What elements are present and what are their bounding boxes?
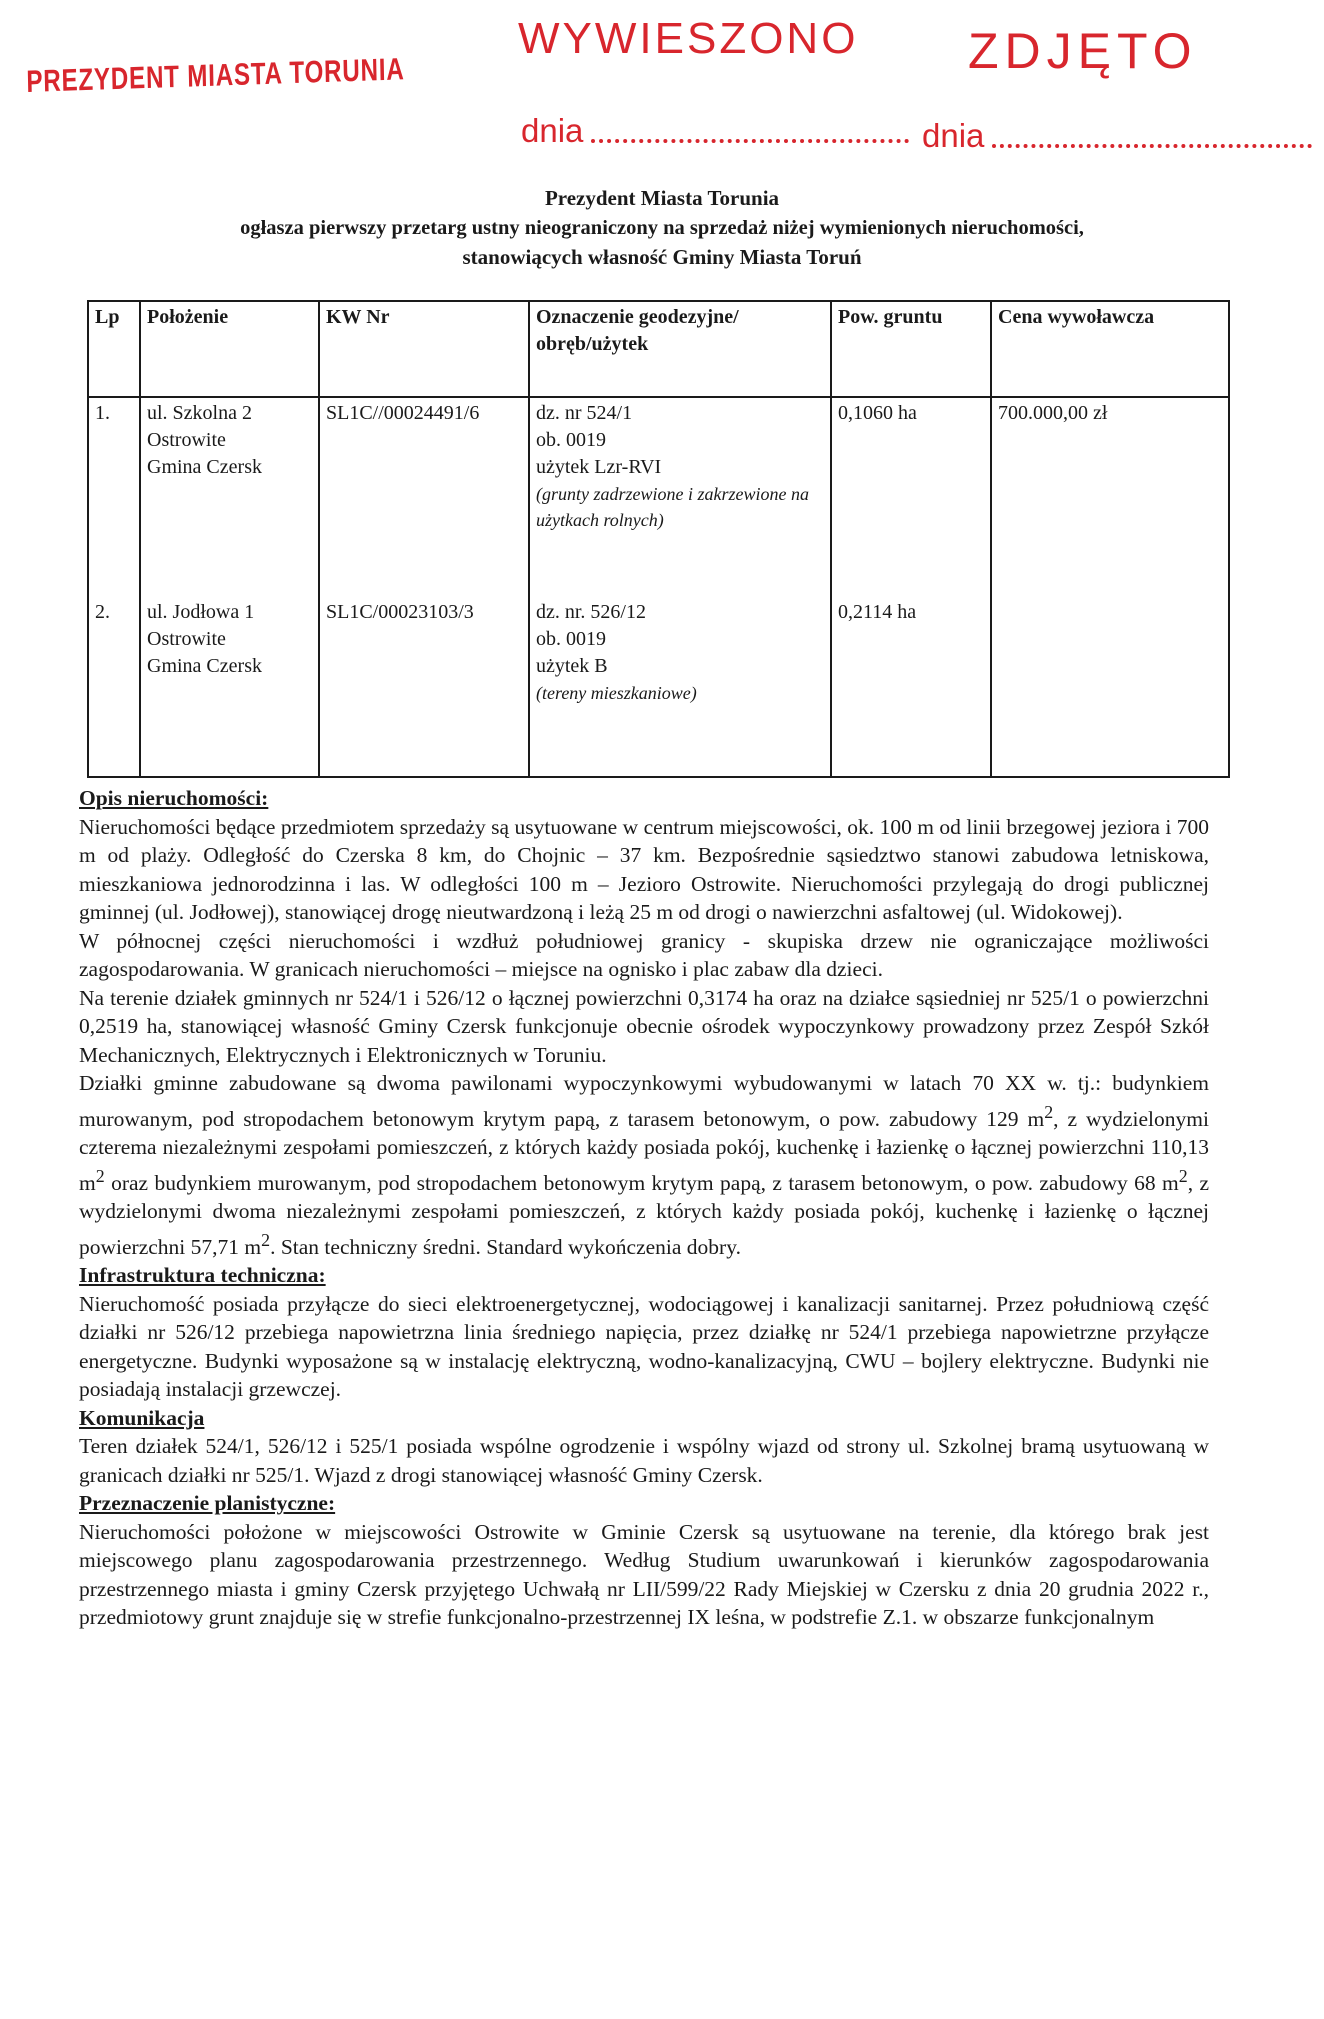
paragraph: Nieruchomość posiada przyłącze do sieci elektroenergetycznej, wodociągowej i kanalizacji sanitarnej. Przez południową część działki nr 526/12 przebiega napowietrzna linia średniego napięcia, przez działkę nr 524/1 przebiega napowietrzne przyłącze energetyczne. Budynki wyposażone są w instalację elektryczną, wodno-kanalizacyjną, CWU – bojlery elektryczne. Budynki nie posiadają instalacji grzewczej. <box>79 1291 1209 1402</box>
table-header-row <box>88 301 1229 397</box>
property-table <box>87 300 1230 778</box>
cell-note: (grunty zadrzewione i zakrzewione na użytkach rolnych) <box>536 484 809 530</box>
cell-lp: 1. <box>88 397 140 597</box>
cell-line: użytek Lzr-RVI <box>536 456 662 478</box>
cell-pow: 0,1060 ha <box>831 397 991 597</box>
text-run: Działki gminne zabudowane są dwoma pawilonami wypoczynkowymi wybudowanymi w latach 70 XX w. tj.: budynkiem murowanym, pod stropodachem betonowym krytym papą, z tarasem betonowym, o pow. zabudowy 129 m <box>79 1071 1209 1131</box>
date-dotted-line <box>992 144 1312 148</box>
paragraph: Teren działek 524/1, 526/12 i 525/1 posiada wspólne ogrodzenie i wspólny wjazd od strony ul. Szkolnej bramą usytuowaną w granicach działki nr 525/1. Wjazd z drogi stanowiącej własność Gminy Czersk. <box>79 1434 1209 1487</box>
cell-note: (tereny mieszkaniowe) <box>536 683 697 703</box>
cell-line: dz. nr. 526/12 <box>536 601 646 623</box>
table-row <box>88 397 1229 597</box>
paragraph <box>79 1069 1209 1261</box>
section-title-komunikacja: Komunikacja <box>79 1405 205 1430</box>
document-title: Prezydent Miasta Torunia <box>544 186 780 210</box>
section-title-infrastruktura: Infrastruktura techniczna: <box>79 1263 326 1288</box>
document-subtitle: ogłasza pierwszy przetarg ustny nieograniczony na sprzedaż niżej wymienionych nieruchomości, <box>240 217 1084 239</box>
cell-line: ob. 0019 <box>536 429 606 451</box>
column-header-pow: Pow. gruntu <box>831 301 991 397</box>
document-subtitle-2: stanowiących własność Gminy Miasta Toruń <box>462 245 862 269</box>
dnia-label: dnia <box>922 117 985 154</box>
column-header-polozenie: Położenie <box>140 301 319 397</box>
superscript: 2 <box>1044 1101 1054 1122</box>
cell-cena <box>991 397 1229 777</box>
paragraph: Nieruchomości będące przedmiotem sprzedaży są usytuowane w centrum miejscowości, ok. 100 m od linii brzegowej jeziora i 700 m od plaży. Odległość do Czerska 8 km, do Chojnic – 37 km. Bezpośrednie sąsiedztwo stanowi zabudowa letniskowa, mieszkaniowa jednorodzinna i las. W odległości 100 m – Jezioro Ostrowite. Nieruchomości przylegają do drogi publicznej gminnej (ul. Jodłowej), stanowiącej drogę nieutwardzoną i leżą 25 m od drogi o nawierzchni asfaltowej (ul. Widokowej). <box>79 814 1209 924</box>
cell-pow: 0,2114 ha <box>831 597 991 777</box>
document-body <box>79 784 1209 1632</box>
stamp-dnia-wywieszono <box>521 112 909 150</box>
column-header-kw: KW Nr <box>319 301 529 397</box>
cell-oznaczenie <box>529 397 831 597</box>
column-header-lp: Lp <box>88 301 140 397</box>
date-dotted-line <box>591 139 909 143</box>
superscript: 2 <box>261 1229 271 1250</box>
price-value: 700.000,00 zł <box>998 402 1108 424</box>
cell-polozenie <box>140 597 319 777</box>
text-run: , z wydzielonymi dwoma niezależnymi zespołami pomieszczeń, z których każdy posiada pokój, kuchenkę i łazienkę o łącznej powierzchni 57,71 m <box>79 1170 1209 1259</box>
superscript: 2 <box>95 1165 105 1186</box>
cell-lp: 2. <box>88 597 140 777</box>
column-header-oznaczenie: Oznaczenie geodezyjne/ obręb/użytek <box>529 301 831 397</box>
cell-polozenie <box>140 397 319 597</box>
stamp-prezydent-miasta: PREZYDENT MIASTA TORUNIA <box>26 51 405 99</box>
paragraph: Nieruchomości położone w miejscowości Ostrowite w Gminie Czersk są usytuowane na terenie, dla którego brak jest miejscowego planu zagospodarowania przestrzennego. Według Studium uwarunkowań i kierunków zagospodarowania przestrzennego miasta i gminy Czersk przyjętego Uchwałą nr LII/599/22 Rady Miejskiej w Czersku z dnia 20 grudnia 2022 r., przedmiotowy grunt znajduje się w strefie funkcjonalno-przestrzennej IX leśna, w podstrefie Z.1. w obszarze funkcjonalnym <box>79 1519 1209 1630</box>
cell-line: Ostrowite <box>147 429 226 451</box>
text-run: oraz budynkiem murowanym, pod stropodachem betonowym krytym papą, z tarasem betonowym, o pow. zabudowy 68 m <box>104 1170 1179 1195</box>
cell-line: dz. nr 524/1 <box>536 402 633 424</box>
stamp-wywieszono: WYWIESZONO <box>518 14 859 63</box>
cell-kw: SL1C/00023103/3 <box>319 597 529 777</box>
cell-line: ul. Szkolna 2 <box>147 402 252 424</box>
cell-line: ob. 0019 <box>536 628 606 650</box>
paragraph: W północnej części nieruchomości i wzdłuż południowej granicy - skupiska drzew nie ograniczające możliwości zagospodarowania. W granicach nieruchomości – miejsce na ognisko i plac zabaw dla dzieci. <box>79 928 1209 981</box>
dnia-label: dnia <box>521 112 584 149</box>
text-run: , z wydzielonymi czterema niezależnymi zespołami pomieszczeń, z których każdy posiada pokój, kuchenkę i łazienkę o łącznej powierzchni 110,13 m <box>79 1106 1209 1195</box>
cell-oznaczenie <box>529 597 831 777</box>
text-run: . Stan techniczny średni. Standard wykończenia dobry. <box>270 1234 741 1259</box>
cell-kw: SL1C//00024491/6 <box>319 397 529 597</box>
cell-line: Ostrowite <box>147 628 226 650</box>
superscript: 2 <box>1178 1165 1188 1186</box>
cell-line: ul. Jodłowa 1 <box>147 601 255 623</box>
section-title-przeznaczenie: Przeznaczenie planistyczne: <box>79 1491 336 1516</box>
cell-line: użytek B <box>536 655 608 677</box>
cell-line: Gmina Czersk <box>147 456 262 478</box>
column-header-cena: Cena wywoławcza <box>991 301 1229 397</box>
paragraph: Na terenie działek gminnych nr 524/1 i 526/12 o łącznej powierzchni 0,3174 ha oraz na działce sąsiedniej nr 525/1 o powierzchni 0,2519 ha, stanowiącej własność Gminy Czersk funkcjonuje obecnie ośrodek wypoczynkowy prowadzony przez Zespół Szkół Mechanicznych, Elektrycznych i Elektronicznych w Toruniu. <box>79 985 1209 1067</box>
stamp-dnia-zdjeto <box>922 117 1312 155</box>
cell-line: Gmina Czersk <box>147 655 262 677</box>
stamp-zdjeto: ZDJĘTO <box>968 23 1198 79</box>
section-title-opis: Opis nieruchomości: <box>79 786 269 810</box>
